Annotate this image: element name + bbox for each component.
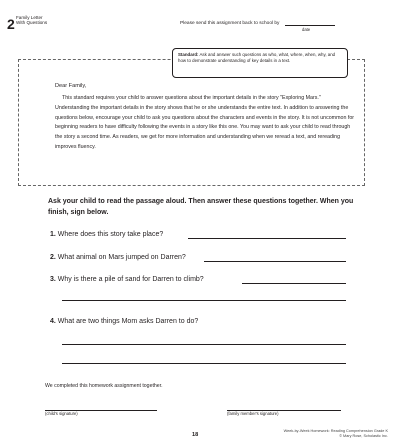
question-4 [50,318,198,326]
answer-line-1[interactable] [188,238,346,239]
question-3-number: 3. [50,276,56,283]
question-2-number: 2. [50,254,56,261]
copyright-line-2: © Mary Rose, Scholastic Inc. [339,433,388,438]
letter-body: This standard requires your child to answer questions about the important details in the story "Exploring Mars." Understanding the important details in the story shows that he or she understands the entire text. In addition to answering the questions below, encourage your child to ask you questions about the characters and events in the story. It is not uncommon for beginning readers to have difficulty following the events in a story like this one. You may want to ask your child to read through the story a second time. As readers, we get for more information and understanding when we reread a text, and rereading improves fluency. [55,95,355,150]
answer-line-4a[interactable] [62,344,346,345]
answer-line-3b[interactable] [62,300,346,301]
standard-text: Ask and answer such questions as who, what, where, when, why, and how to demonstrate understanding of key details in a text. [178,52,336,63]
question-4-number: 4. [50,318,56,325]
family-signature-label: (family member's signature) [227,411,279,416]
unit-line-2: With Questions [16,20,48,26]
unit-label [16,15,47,25]
date-blank[interactable] [285,25,335,26]
question-3-text: Why is there a pile of sand for Darren to climb? [57,276,204,283]
child-signature-label: (child's signature) [45,411,78,416]
page-number-footer: 18 [192,432,199,438]
question-2 [50,254,186,262]
instructions: Ask your child to read the passage aloud. Then answer these questions together. When you finish, sign below. [48,198,354,216]
question-4-text: What are two things Mom asks Darren to do? [57,318,199,325]
child-signature [45,410,157,416]
unit-line-1: Family Letter [16,15,43,20]
answer-line-3a[interactable] [242,283,346,284]
completed-statement: We completed this homework assignment together. [45,383,163,389]
answer-line-2[interactable] [204,261,346,262]
standard-box [172,48,348,78]
question-1-text: Where does this story take place? [57,231,164,238]
standard-label: Standard: [178,52,199,57]
question-1 [50,231,163,239]
family-signature [227,410,341,416]
answer-line-4b[interactable] [62,363,346,364]
question-1-number: 1. [50,231,56,238]
date-label: date [302,27,311,32]
question-2-text: What animal on Mars jumped on Darren? [57,254,186,261]
send-back-text: Please send this assignment back to school by [180,21,280,26]
question-3 [50,276,204,284]
copyright [270,429,388,438]
copyright-line-1: Week-by-Week Homework: Reading Comprehension Grade K [283,429,388,433]
letter-greeting: Dear Family, [55,83,87,89]
page-number-header: 2 [7,16,15,32]
